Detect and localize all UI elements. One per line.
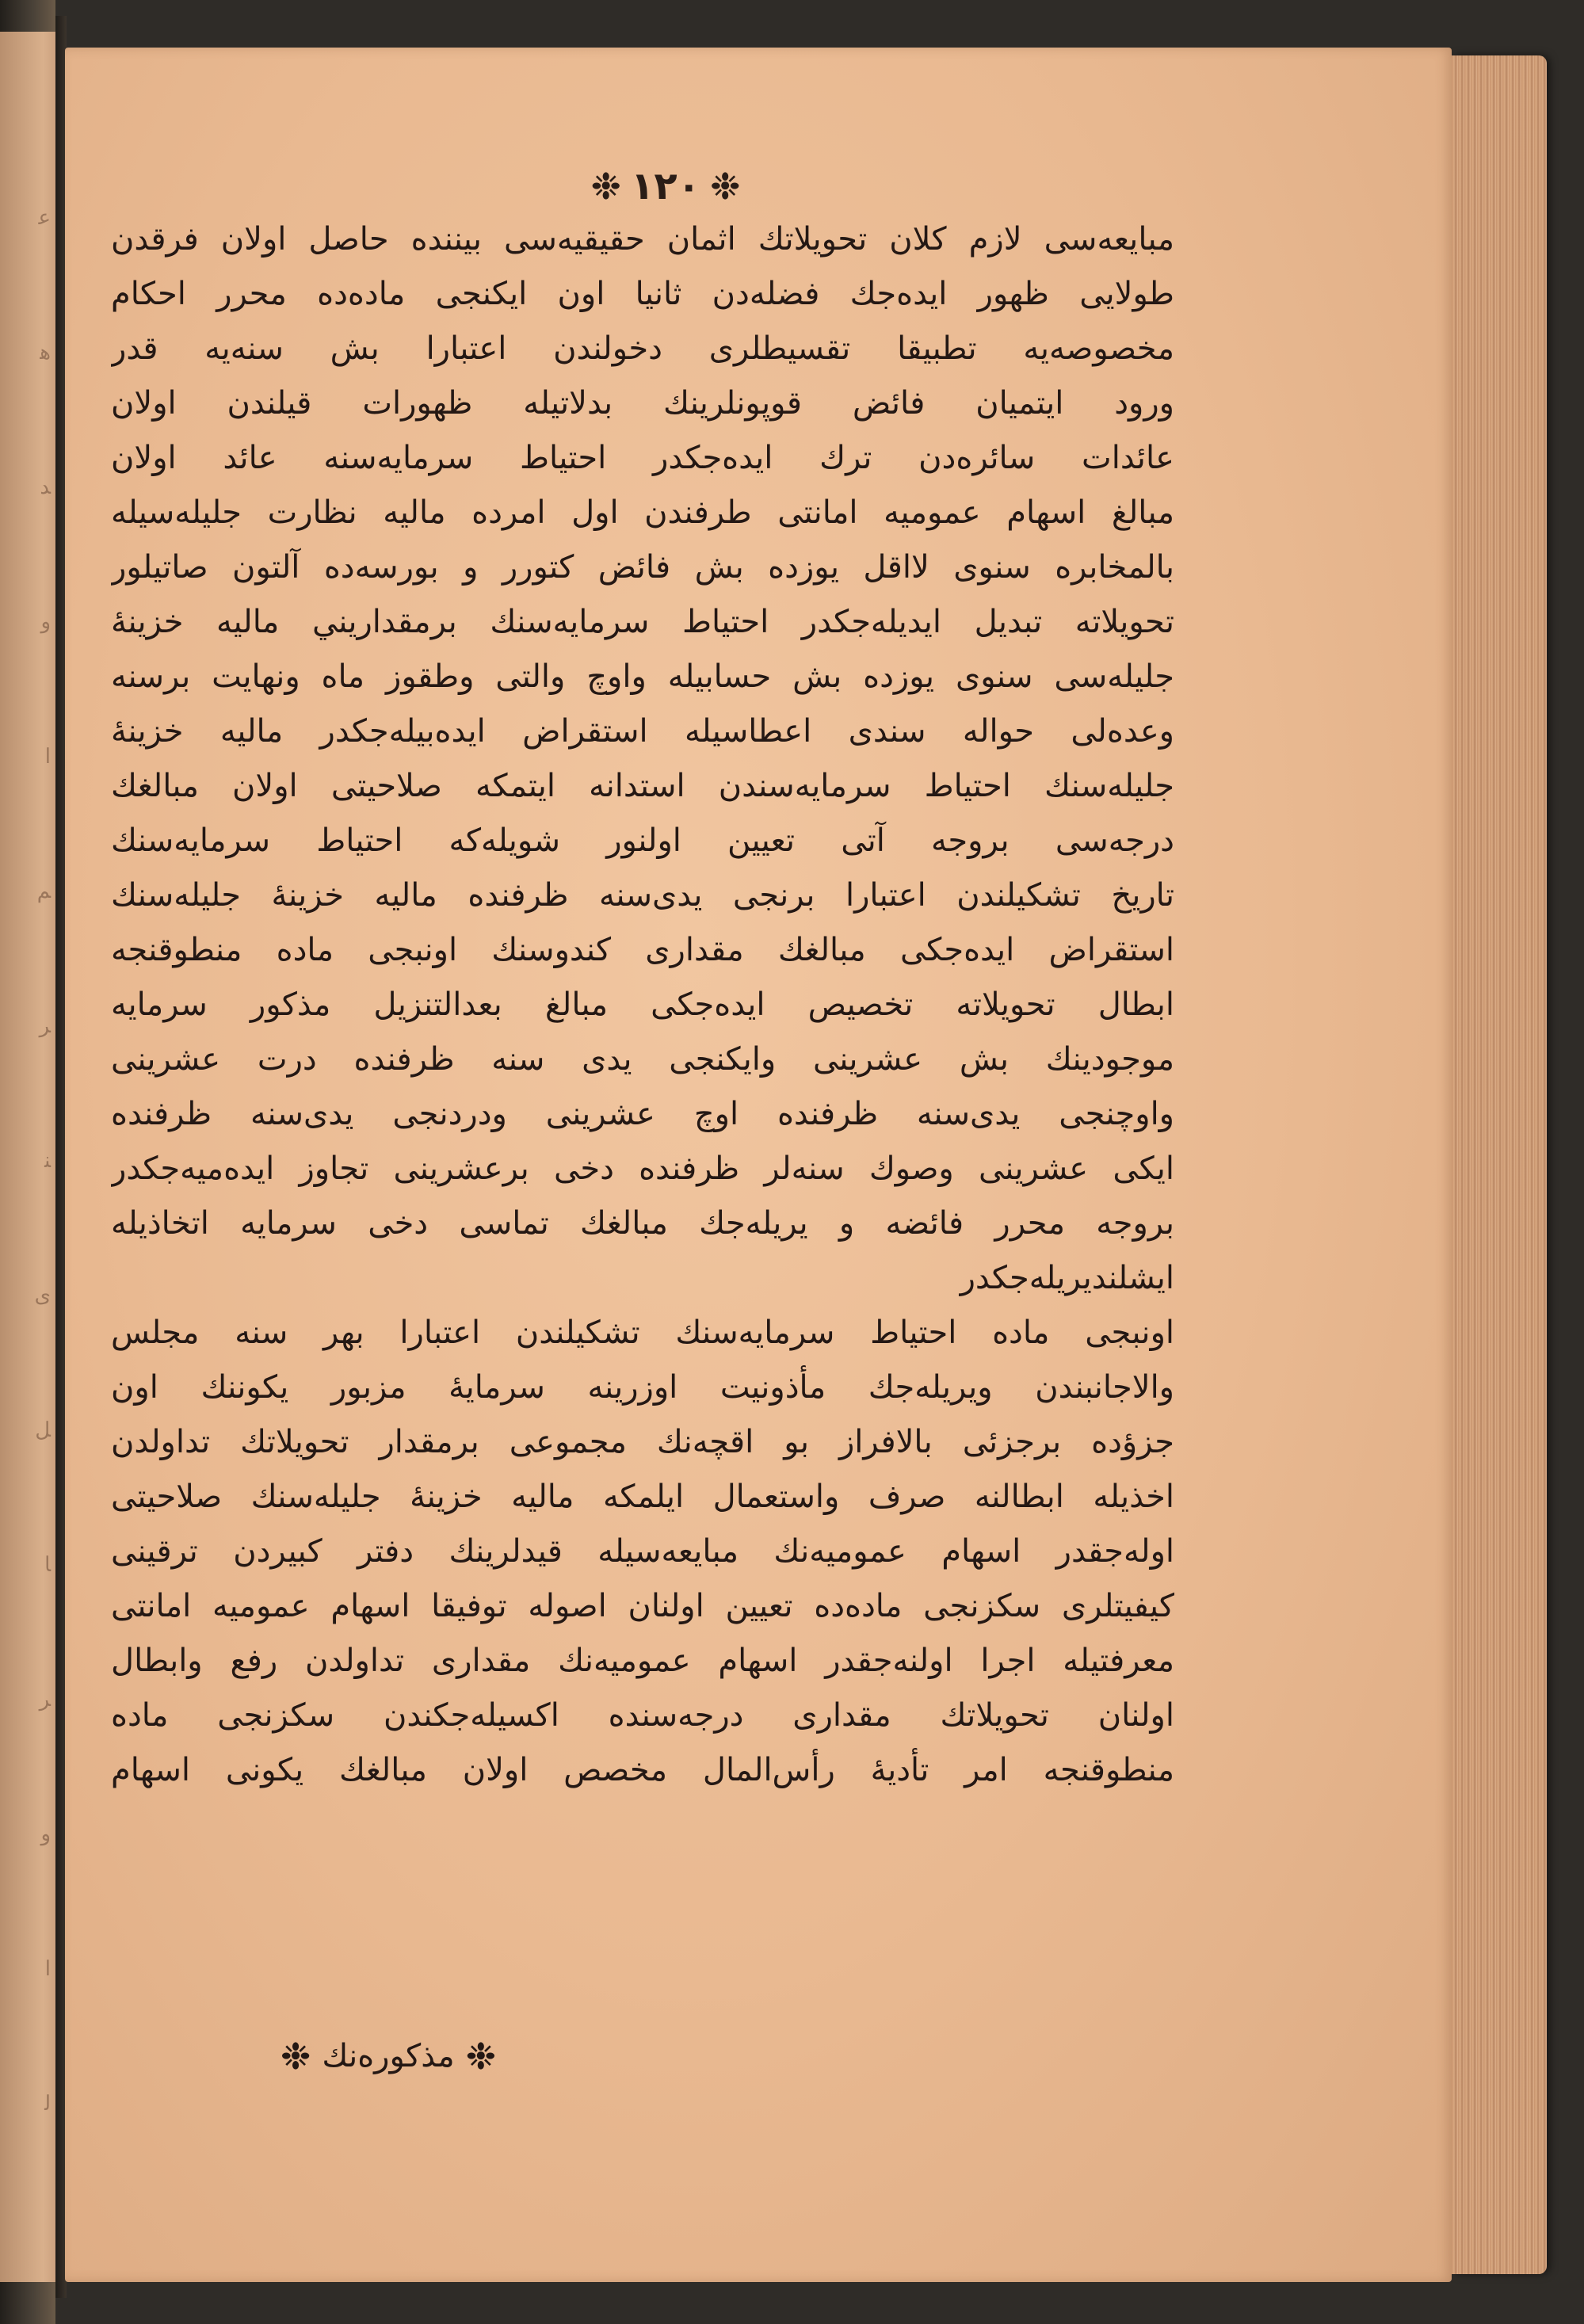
body-text <box>111 212 1174 1798</box>
facing-page-fragment: ﻭ <box>40 1822 51 1846</box>
text-line: طولایی ظهور ایده‌جك فضله‌دن ثانیا اون ایکنجی ماده‌ده محرر احکام <box>111 276 1174 312</box>
text-line: مخصوصه‌یه تطبیقا تقسیطلری دخولندن اعتبارا بش سنه‌یه قدر <box>111 330 1174 367</box>
catchword-text: مذکوره‌نك <box>322 2038 455 2074</box>
facing-page-fragment: ﻢ <box>36 880 51 903</box>
text-line: اوله‌جقدر اسهام عمومیه‌نك مبایعه‌سیله قیدلرینك دفتر کبیردن ترقینی <box>111 1533 1174 1570</box>
text-line: مبالغ اسهام عمومیه امانتی طرفندن اول امرده مالیه نظارت جلیله‌سیله <box>111 494 1174 531</box>
text-line: اخذیله ابطالنه صرف واستعمال ایلمکه مالیه خزینهٔ جلیله‌سنك صلاحیتی <box>111 1479 1174 1515</box>
text-line: وعده‌لی حواله سندی اعطاسیله استقراض ایده‌بیله‌جکدر مالیه خزینهٔ <box>111 713 1174 750</box>
text-line: جلیله‌سی سنوی یوزده بش حسابیله واوچ والتی وطقوز ماه ونهایت برسنه <box>111 658 1174 695</box>
facing-page-fragment: ﺪ <box>40 475 51 499</box>
page-edges-stack <box>1452 55 1547 2274</box>
text-line: تاریخ تشکیلندن اعتبارا برنجی یدی‌سنه ظرفنده مالیه خزینهٔ جلیله‌سنك <box>111 877 1174 914</box>
catchword-left-ornament-icon: ❉ <box>280 2035 311 2078</box>
facing-page-fragment: ﺮ <box>39 1014 51 1038</box>
text-line: کیفیتلری سکزنجی ماده‌ده تعیین اولنان اصوله توفیقا اسهام عمومیه امانتی <box>111 1588 1174 1624</box>
text-line: اونبجی ماده احتیاط سرمایه‌سنك تشکیلندن اعتبارا بهر سنه مجلس <box>111 1315 1174 1351</box>
facing-page-fragment: ﻋ <box>38 206 51 230</box>
text-line: عائدات سائره‌دن ترك ایده‌جکدر احتیاط سرمایه‌سنه عائد اولان <box>111 440 1174 476</box>
text-line: درجه‌سی بروجه آتی تعیین اولنور شویله‌که احتیاط سرمایه‌سنك <box>111 822 1174 859</box>
facing-page-fragment: ﺍ <box>44 1957 51 1981</box>
page-number: ١٢٠ <box>631 164 700 208</box>
left-ornament-icon: ❉ <box>590 165 622 208</box>
facing-page-fragment: ﻞ <box>35 1418 51 1442</box>
facing-page-fragment: ﺮ <box>39 1688 51 1712</box>
facing-page-fragment: ﻭ <box>40 610 51 634</box>
catchword-right-ornament-icon: ❉ <box>465 2035 497 2078</box>
text-line: موجودینك بش عشرینی وایکنجی یدی سنه ظرفنده درت عشرینی <box>111 1041 1174 1078</box>
text-line: ورود ایتمیان فائض قوپونلرینك بدلاتیله ظهورات قیلندن اولان <box>111 385 1174 422</box>
text-line: ابطال تحویلاته تخصیص ایده‌جکی مبالغ بعدالتنزیل مذکور سرمایه <box>111 986 1174 1023</box>
text-line: ایشلندیریله‌جکدر <box>960 1260 1174 1296</box>
text-line: جلیله‌سنك احتیاط سرمایه‌سندن استدانه ایتمکه صلاحیتی اولان مبالغك <box>111 768 1174 804</box>
facing-page-fragment: ﻨ <box>44 1149 51 1173</box>
right-ornament-icon: ❉ <box>709 165 741 208</box>
text-line: ایکی عشرینی وصوك سنه‌لر ظرفنده دخی برعشرینی تجاوز ایده‌میه‌جکدر <box>111 1151 1174 1187</box>
text-line: منطوقنجه امر تأدیهٔ رأس‌المال مخصص اولان مبالغك یکونی اسهام <box>111 1752 1174 1788</box>
facing-page-text-fragments <box>3 32 51 2282</box>
facing-page-fragment: ﻯ <box>34 1284 51 1307</box>
text-line: معرفتیله اجرا اولنه‌جقدر اسهام عمومیه‌نك مقداری تداولدن رفع وابطال <box>111 1643 1174 1679</box>
text-line: اولنان تحویلاتك مقداری درجه‌سنده اکسیله‌جکندن سکزنجی ماده <box>111 1697 1174 1734</box>
text-line: والاجانبندن ویریله‌جك مأذونیت اوزرینه سرمایهٔ مزبور یکوننك اون <box>111 1369 1174 1406</box>
page-header <box>571 158 761 214</box>
text-line: استقراض ایده‌جکی مبالغك مقداری کندوسنك اونبجی ماده منطوقنجه <box>111 932 1174 968</box>
facing-page-fragment: ﺍ <box>44 745 51 769</box>
text-line: بروجه محرر فائضه و یریله‌جك مبالغك تماسی دخی سرمایه اتخاذیله <box>111 1205 1174 1242</box>
catchword <box>222 2028 555 2084</box>
facing-page-fragment: ﻟ <box>44 2092 51 2116</box>
text-line: جزؤده برجزئی بالافراز بو اقچه‌نك مجموعی برمقدار تحویلاتك تداولدن <box>111 1424 1174 1460</box>
facing-page-fragment: ﻫ <box>40 341 51 364</box>
text-line: تحویلاته تبدیل ایدیله‌جکدر احتیاط سرمایه‌سنك برمقداریني مالیه خزینهٔ <box>111 604 1174 640</box>
facing-page-edge <box>0 32 62 2282</box>
text-line: بالمخابره سنوی لااقل یوزده بش فائض کتورر و بورسه‌ده آلتون صاتیلور <box>111 549 1174 586</box>
text-line: مبایعه‌سی لازم کلان تحویلاتك اثمان حقیقیه‌سی بیننده حاصل اولان فرقدن <box>111 221 1174 258</box>
facing-page-fragment: ﺎ <box>44 1553 51 1577</box>
text-line: واوچنجی یدی‌سنه ظرفنده اوچ عشرینی ودردنجی یدی‌سنه ظرفنده <box>111 1096 1174 1132</box>
